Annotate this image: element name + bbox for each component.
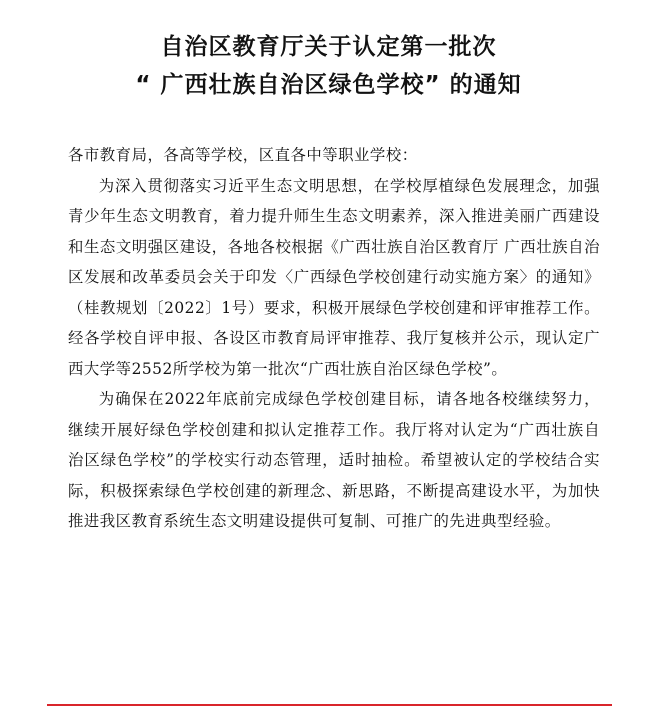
document-title-line-2: “ 广西壮族自治区绿色学校” 的通知 <box>135 72 522 98</box>
salutation: 各市教育局，各高等学校，区直各中等职业学校： <box>68 146 418 164</box>
document-body <box>68 140 600 537</box>
footer-red-rule <box>47 704 612 706</box>
body-paragraph-2: 为确保在2022年底前完成绿色学校创建目标，请各地各校继续努力，继续开展好绿色学校创建和拟认定推荐工作。我厅将对认定为“广西壮族自治区绿色学校”的学校实行动态管理，适时抽检。希望被认定的学校结合实际，积极探索绿色学校创建的新理念、新思路，不断提高建设水平，为加快推进我区教育系统生态文明建设提供可复制、可推广的先进典型经验。 <box>68 390 600 530</box>
document-title-line-1: 自治区教育厅关于认定第一批次 <box>160 34 497 60</box>
body-paragraph-1: 为深入贯彻落实习近平生态文明思想，在学校厚植绿色发展理念，加强青少年生态文明教育，着力提升师生生态文明素养，深入推进美丽广西建设和生态文明强区建设，各地各校根据《广西壮族自治区教育厅 广西壮族自治区发展和改革委员会关于印发〈广西绿色学校创建行动实施方案〉的通知》（桂教规划〔2022〕1号）要求，积极开展绿色学校创建和评审推荐工作。经各学校自评申报、各设区市教育局评审推荐、我厅复核并公示，现认定广西大学等2552所学校为第一批次“广西壮族自治区绿色学校”。 <box>68 176 600 378</box>
